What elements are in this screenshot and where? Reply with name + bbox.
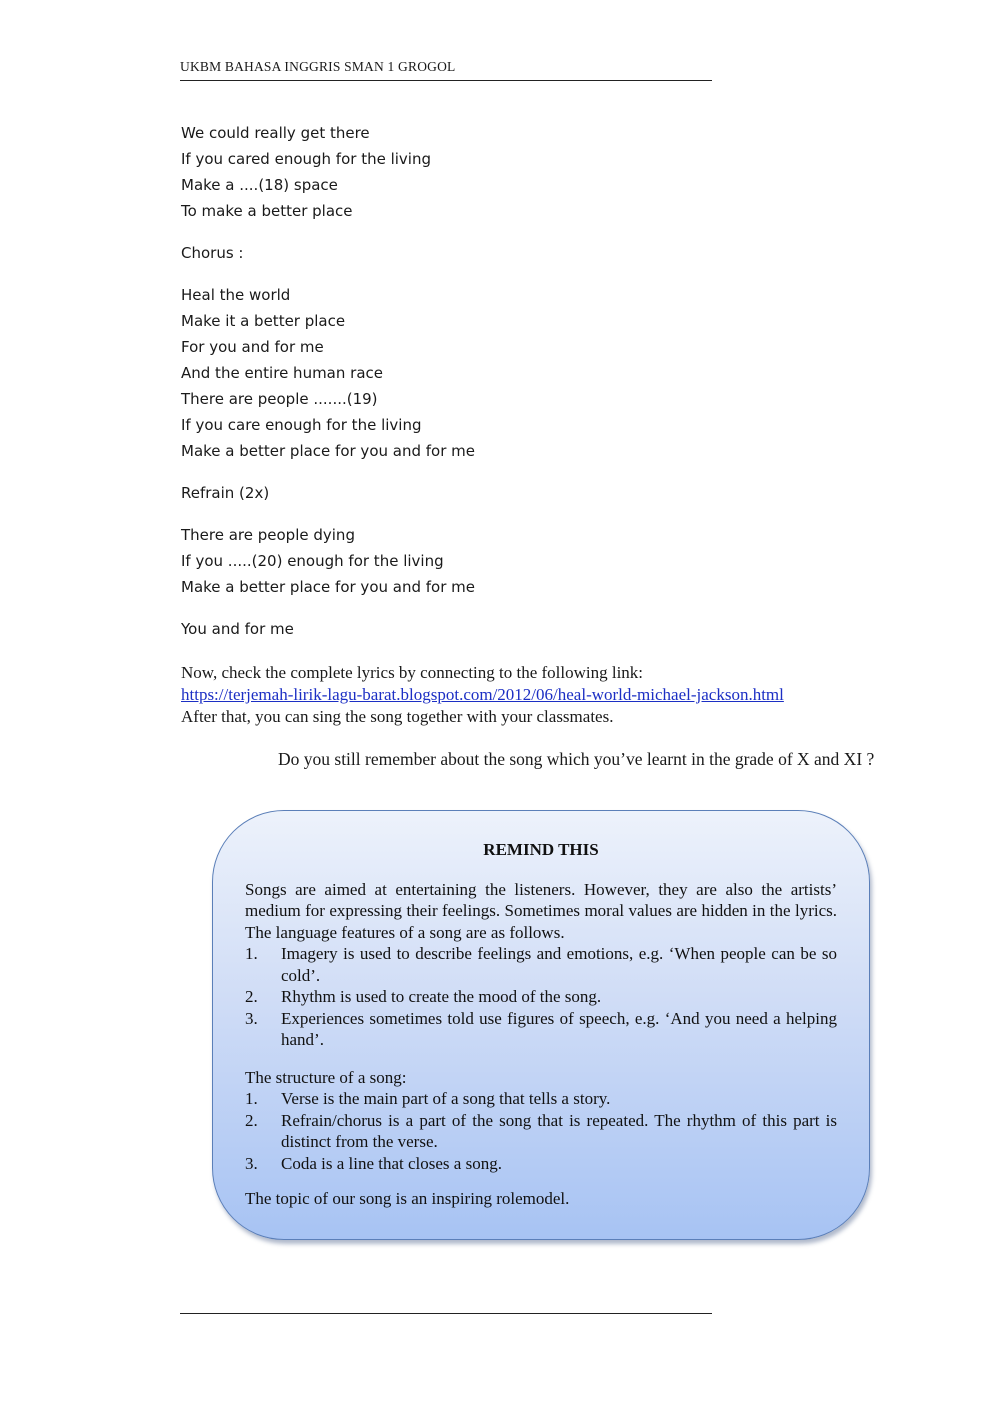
lyric-line: We could really get there: [181, 124, 370, 142]
refrain-label: Refrain (2x): [181, 484, 270, 502]
refrain-label-block: [181, 481, 781, 505]
remind-intro: Songs are aimed at entertaining the listeners. However, they are also the artists’ medium for expressing their feelings. Sometimes moral values are hidden in the lyrics. The language features of a song are as follows.: [245, 879, 837, 942]
question-text: Do you still remember about the song which you’ve learnt in the grade of X and XI ?: [278, 749, 875, 769]
list-item: [245, 1008, 837, 1051]
chorus-label-block: [181, 241, 781, 265]
lyrics-ending-block: [181, 617, 781, 641]
list-item: [245, 1088, 837, 1110]
list-number: 2.: [245, 987, 258, 1006]
list-item: [245, 1110, 837, 1153]
song-structure-list: [245, 1088, 837, 1174]
list-number: 1.: [245, 944, 258, 963]
list-text: Verse is the main part of a song that tells a story.: [281, 1089, 611, 1108]
language-features-list: [245, 943, 837, 1051]
lyric-line: And the entire human race: [181, 364, 383, 382]
structure-title: The structure of a song:: [245, 1067, 407, 1087]
lyric-line: Make a ....(18) space: [181, 176, 338, 194]
topic-text: The topic of our song is an inspiring rolemodel.: [245, 1189, 570, 1208]
lyric-ending: You and for me: [181, 620, 294, 638]
lyric-line: Make a better place for you and for me: [181, 578, 475, 596]
lyric-line: Make a better place for you and for me: [181, 442, 475, 460]
chorus-label: Chorus :: [181, 244, 244, 262]
remind-content: [245, 839, 837, 1210]
lyric-line: There are people .......(19): [181, 390, 378, 408]
list-item: [245, 986, 837, 1008]
lyrics-stanza-1: [181, 120, 781, 224]
lyrics-stanza-3: [181, 522, 781, 600]
remind-title: REMIND THIS: [483, 840, 599, 859]
lyric-line: If you cared enough for the living: [181, 150, 431, 168]
instructions: [181, 662, 881, 728]
lyric-line: If you .....(20) enough for the living: [181, 552, 444, 570]
list-number: 3.: [245, 1008, 258, 1028]
list-text: Rhythm is used to create the mood of the song.: [281, 987, 602, 1006]
lyric-line: Make it a better place: [181, 312, 346, 330]
page-header: UKBM BAHASA INGGRIS SMAN 1 GROGOL: [180, 59, 712, 81]
list-text: Experiences sometimes told use figures of speech, e.g. ‘And you need a helping hand’.: [281, 1008, 837, 1049]
remind-box: [212, 810, 870, 1240]
instruction-line: After that, you can sing the song together with your classmates.: [181, 707, 614, 726]
list-item: [245, 1153, 837, 1175]
lyric-line: If you care enough for the living: [181, 416, 422, 434]
song-lyrics: [181, 120, 781, 658]
lyric-line: To make a better place: [181, 202, 353, 220]
lyric-line: For you and for me: [181, 338, 324, 356]
list-number: 2.: [245, 1110, 258, 1130]
instruction-line: Now, check the complete lyrics by connecting to the following link:: [181, 663, 644, 682]
lyrics-link[interactable]: https://terjemah-lirik-lagu-barat.blogspot.com/2012/06/heal-world-michael-jackson.html: [181, 685, 784, 704]
list-text: Imagery is used to describe feelings and emotions, e.g. ‘When people can be so cold’.: [281, 944, 837, 985]
lyric-line: There are people dying: [181, 526, 355, 544]
footer-divider: [180, 1313, 712, 1314]
list-number: 1.: [245, 1089, 258, 1108]
lyrics-stanza-2: [181, 282, 781, 464]
list-number: 3.: [245, 1153, 258, 1173]
list-text: Coda is a line that closes a song.: [281, 1153, 502, 1173]
list-item: [245, 943, 837, 986]
list-text: Refrain/chorus is a part of the song that is repeated. The rhythm of this part is distinct from the verse.: [281, 1110, 837, 1151]
lyric-line: Heal the world: [181, 286, 291, 304]
